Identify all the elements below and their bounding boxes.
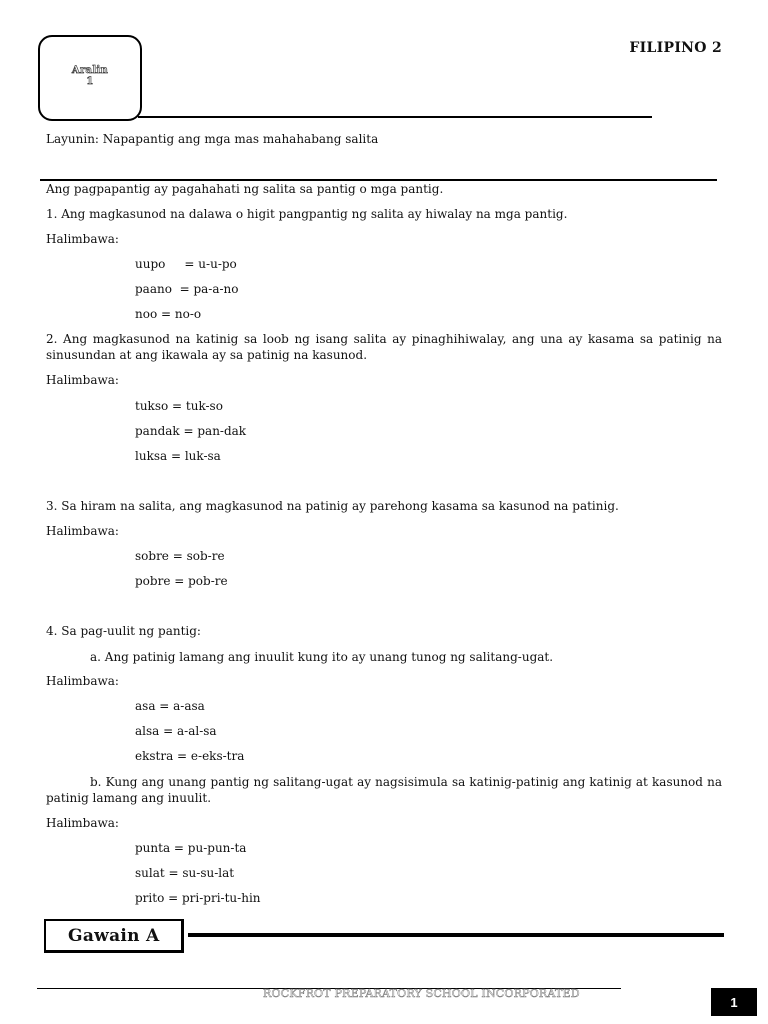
footer-school-name: ROCKFROT PREPARATORY SCHOOL INCORPORATED	[263, 987, 580, 1000]
rule-2-text: 2. Ang magkasunod na katinig sa loob ng isang salita ay pinaghihiwalay, ang una ay kasama sa patinig na sinusundan at ang ikawala ay sa patinig na kasunod.	[46, 332, 722, 362]
header-divider	[138, 116, 652, 118]
rule-1-example-label: Halimbawa:	[46, 232, 119, 246]
lesson-badge	[38, 35, 142, 121]
rule-4b-text: b. Kung ang unang pantig ng salitang-ugat ay nagsisimula sa katinig-patinig ang katinig at kasunod na patinig lamang ang inuulit.	[46, 775, 722, 805]
rule-4b-example-label: Halimbawa:	[46, 816, 119, 830]
rule-3-example: pobre = pob-re	[135, 574, 228, 588]
page-number: 1	[711, 988, 757, 1016]
rule-3-example: sobre = sob-re	[135, 549, 225, 563]
rule-4b-example: sulat = su-su-lat	[135, 866, 235, 880]
rule-4b-example: prito = pri-pri-tu-hin	[135, 891, 261, 905]
intro-text: Ang pagpapantig ay pagahahati ng salita sa pantig o mga pantig.	[46, 182, 444, 196]
rule-4a-example: asa = a-asa	[135, 699, 205, 713]
rule-2-example: tukso = tuk-so	[135, 399, 223, 413]
rule-2-example-label: Halimbawa:	[46, 373, 119, 387]
rule-1-text: 1. Ang magkasunod na dalawa o higit pangpantig ng salita ay hiwalay na mga pantig.	[46, 207, 568, 221]
lesson-number: 1	[86, 76, 94, 87]
activity-divider	[188, 933, 724, 937]
rule-4b-example: punta = pu-pun-ta	[135, 841, 247, 855]
objective-text: Layunin: Napapantig ang mga mas mahahabang salita	[46, 132, 379, 146]
activity-title: Gawain A	[44, 919, 184, 953]
subject-title: FILIPINO 2	[629, 40, 722, 56]
rule-1-example: uupo = u-u-po	[135, 257, 237, 271]
rule-4a-text: a. Ang patinig lamang ang inuulit kung ito ay unang tunog ng salitang-ugat.	[90, 650, 554, 664]
rule-2-example: pandak = pan-dak	[135, 424, 247, 438]
rule-4a-example: alsa = a-al-sa	[135, 724, 217, 738]
rule-4a-example-label: Halimbawa:	[46, 674, 119, 688]
rule-3-text: 3. Sa hiram na salita, ang magkasunod na patinig ay parehong kasama sa kasunod na patinig.	[46, 499, 619, 513]
rule-2-example: luksa = luk-sa	[135, 449, 221, 463]
lesson-label: Aralin	[71, 65, 109, 76]
rule-4-text: 4. Sa pag-uulit ng pantig:	[46, 624, 201, 638]
rule-4a-example: ekstra = e-eks-tra	[135, 749, 245, 763]
rule-1-example: paano = pa-a-no	[135, 282, 239, 296]
rule-1-example: noo = no-o	[135, 307, 202, 321]
rule-3-example-label: Halimbawa:	[46, 524, 119, 538]
